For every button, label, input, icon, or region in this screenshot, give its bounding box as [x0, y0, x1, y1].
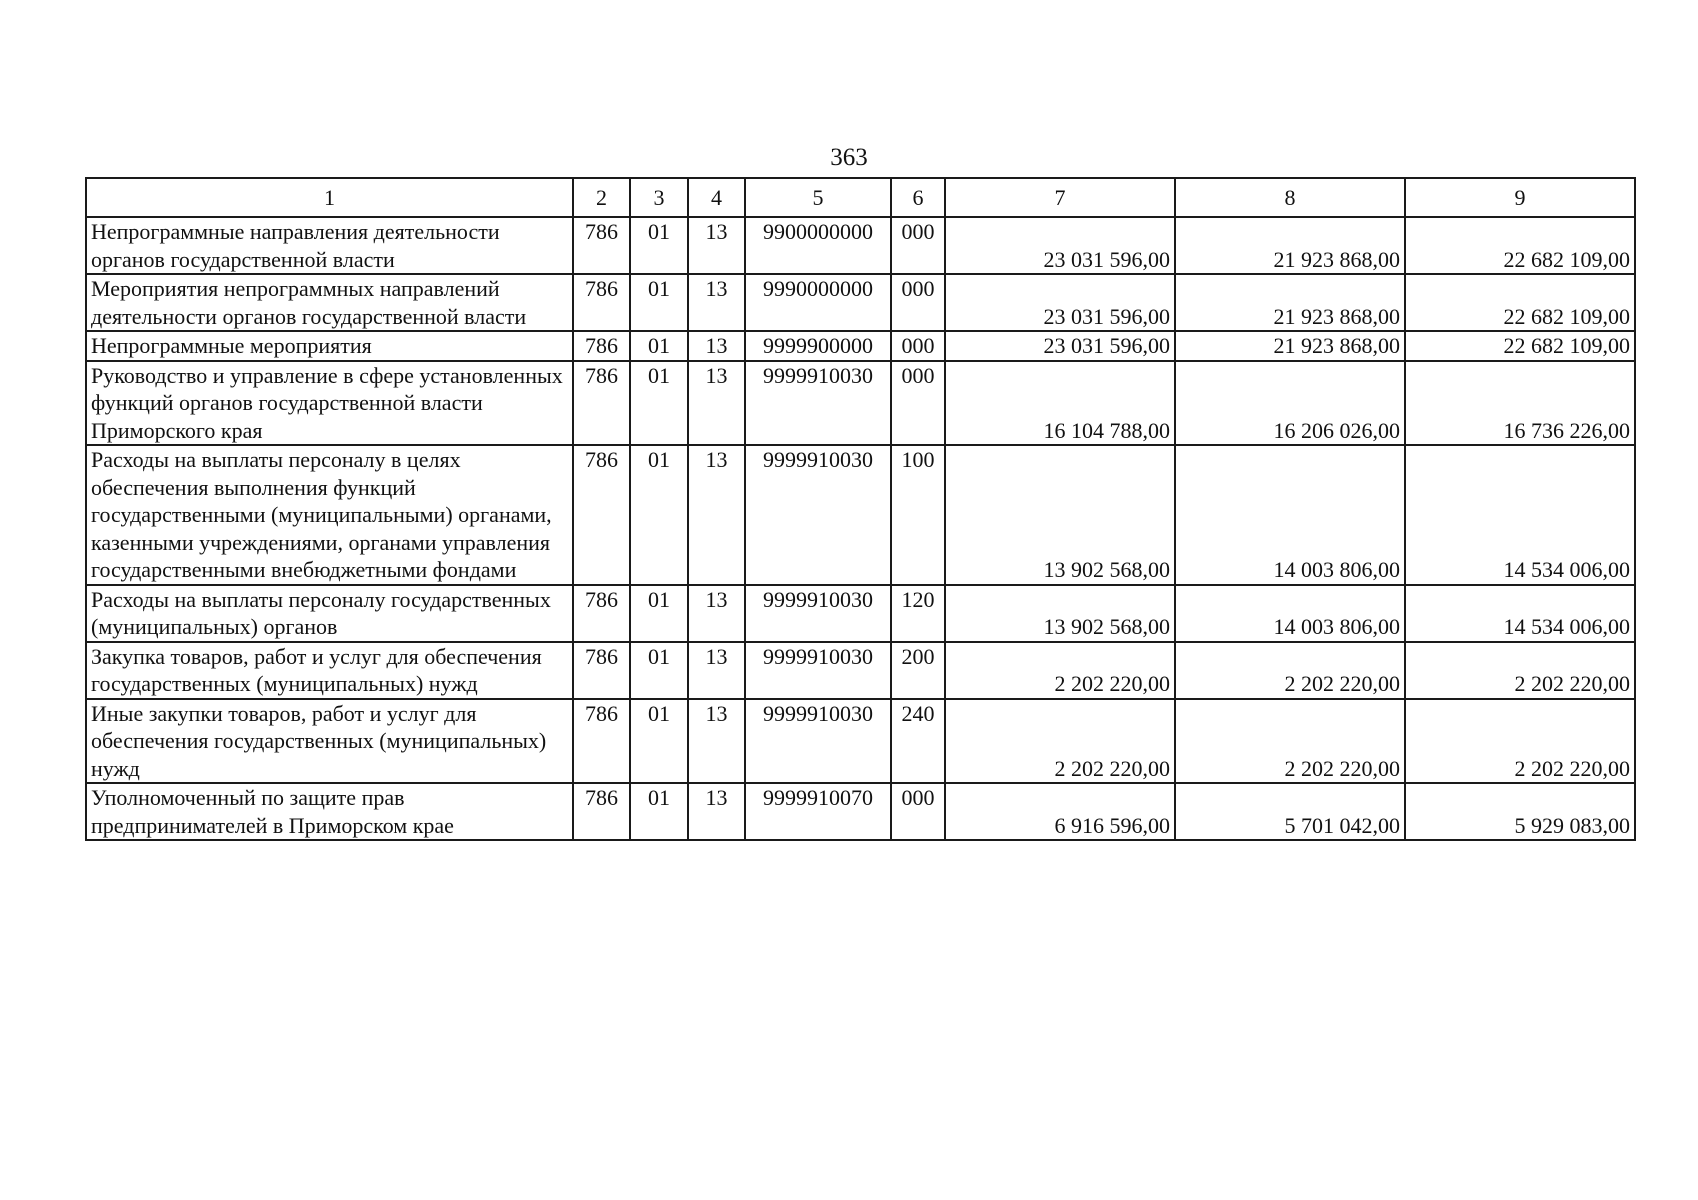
amount-col-7: 2 202 220,00 [945, 699, 1175, 784]
ministry-code: 786 [573, 699, 630, 784]
amount-col-8: 21 923 868,00 [1175, 331, 1405, 361]
amount-col-9: 5 929 083,00 [1405, 783, 1635, 840]
expense-type-code: 000 [891, 217, 945, 274]
amount-col-8: 2 202 220,00 [1175, 699, 1405, 784]
subsection-code: 13 [688, 783, 745, 840]
amount-col-7: 23 031 596,00 [945, 331, 1175, 361]
column-header-2: 2 [573, 178, 630, 217]
table-row [86, 585, 1635, 642]
expense-type-code: 240 [891, 699, 945, 784]
page-number: 363 [830, 144, 868, 171]
target-article-code: 9999900000 [745, 331, 891, 361]
amount-col-8: 2 202 220,00 [1175, 642, 1405, 699]
amount-col-8: 16 206 026,00 [1175, 361, 1405, 446]
amount-col-9: 22 682 109,00 [1405, 274, 1635, 331]
ministry-code: 786 [573, 445, 630, 585]
subsection-code: 13 [688, 331, 745, 361]
section-code: 01 [630, 445, 688, 585]
table-row [86, 274, 1635, 331]
row-name: Непрограммные направления деятельности органов государственной власти [86, 217, 573, 274]
target-article-code: 9900000000 [745, 217, 891, 274]
section-code: 01 [630, 585, 688, 642]
amount-col-8: 5 701 042,00 [1175, 783, 1405, 840]
row-name: Расходы на выплаты персоналу государственных (муниципальных) органов [86, 585, 573, 642]
column-header-3: 3 [630, 178, 688, 217]
row-name: Иные закупки товаров, работ и услуг для обеспечения государственных (муниципальных) нужд [86, 699, 573, 784]
column-header-4: 4 [688, 178, 745, 217]
row-name: Руководство и управление в сфере установленных функций органов государственной власти Приморского края [86, 361, 573, 446]
ministry-code: 786 [573, 642, 630, 699]
amount-col-9: 22 682 109,00 [1405, 331, 1635, 361]
subsection-code: 13 [688, 585, 745, 642]
section-code: 01 [630, 699, 688, 784]
target-article-code: 9999910030 [745, 699, 891, 784]
header-row [86, 178, 1635, 217]
expense-type-code: 120 [891, 585, 945, 642]
subsection-code: 13 [688, 217, 745, 274]
amount-col-9: 14 534 006,00 [1405, 585, 1635, 642]
target-article-code: 9999910070 [745, 783, 891, 840]
budget-table [85, 177, 1636, 841]
subsection-code: 13 [688, 361, 745, 446]
row-name: Закупка товаров, работ и услуг для обеспечения государственных (муниципальных) нужд [86, 642, 573, 699]
row-name: Мероприятия непрограммных направлений деятельности органов государственной власти [86, 274, 573, 331]
subsection-code: 13 [688, 642, 745, 699]
section-code: 01 [630, 217, 688, 274]
ministry-code: 786 [573, 331, 630, 361]
amount-col-8: 21 923 868,00 [1175, 274, 1405, 331]
amount-col-7: 23 031 596,00 [945, 274, 1175, 331]
expense-type-code: 200 [891, 642, 945, 699]
subsection-code: 13 [688, 699, 745, 784]
table-row [86, 217, 1635, 274]
amount-col-9: 16 736 226,00 [1405, 361, 1635, 446]
subsection-code: 13 [688, 445, 745, 585]
target-article-code: 9990000000 [745, 274, 891, 331]
column-header-8: 8 [1175, 178, 1405, 217]
amount-col-8: 14 003 806,00 [1175, 445, 1405, 585]
column-header-5: 5 [745, 178, 891, 217]
target-article-code: 9999910030 [745, 445, 891, 585]
amount-col-7: 13 902 568,00 [945, 445, 1175, 585]
table-row [86, 699, 1635, 784]
ministry-code: 786 [573, 217, 630, 274]
row-name: Расходы на выплаты персоналу в целях обеспечения выполнения функций государственными (муниципальными) органами, казенными учреждениями, органами управления государственными внебюджетными фондами [86, 445, 573, 585]
table-row [86, 445, 1635, 585]
expense-type-code: 000 [891, 274, 945, 331]
subsection-code: 13 [688, 274, 745, 331]
expense-type-code: 000 [891, 783, 945, 840]
amount-col-7: 6 916 596,00 [945, 783, 1175, 840]
amount-col-9: 2 202 220,00 [1405, 699, 1635, 784]
table-row [86, 361, 1635, 446]
section-code: 01 [630, 331, 688, 361]
target-article-code: 9999910030 [745, 642, 891, 699]
ministry-code: 786 [573, 783, 630, 840]
target-article-code: 9999910030 [745, 585, 891, 642]
table-row [86, 331, 1635, 361]
row-name: Непрограммные мероприятия [86, 331, 573, 361]
expense-type-code: 000 [891, 331, 945, 361]
section-code: 01 [630, 274, 688, 331]
column-header-7: 7 [945, 178, 1175, 217]
amount-col-7: 23 031 596,00 [945, 217, 1175, 274]
target-article-code: 9999910030 [745, 361, 891, 446]
amount-col-7: 2 202 220,00 [945, 642, 1175, 699]
ministry-code: 786 [573, 585, 630, 642]
table-row [86, 783, 1635, 840]
section-code: 01 [630, 361, 688, 446]
column-header-6: 6 [891, 178, 945, 217]
section-code: 01 [630, 783, 688, 840]
ministry-code: 786 [573, 361, 630, 446]
table-row [86, 642, 1635, 699]
row-name: Уполномоченный по защите прав предпринимателей в Приморском крае [86, 783, 573, 840]
expense-type-code: 000 [891, 361, 945, 446]
column-header-9: 9 [1405, 178, 1635, 217]
amount-col-8: 14 003 806,00 [1175, 585, 1405, 642]
amount-col-7: 16 104 788,00 [945, 361, 1175, 446]
amount-col-9: 2 202 220,00 [1405, 642, 1635, 699]
expense-type-code: 100 [891, 445, 945, 585]
amount-col-9: 14 534 006,00 [1405, 445, 1635, 585]
ministry-code: 786 [573, 274, 630, 331]
amount-col-9: 22 682 109,00 [1405, 217, 1635, 274]
amount-col-7: 13 902 568,00 [945, 585, 1175, 642]
column-header-1: 1 [86, 178, 573, 217]
section-code: 01 [630, 642, 688, 699]
amount-col-8: 21 923 868,00 [1175, 217, 1405, 274]
